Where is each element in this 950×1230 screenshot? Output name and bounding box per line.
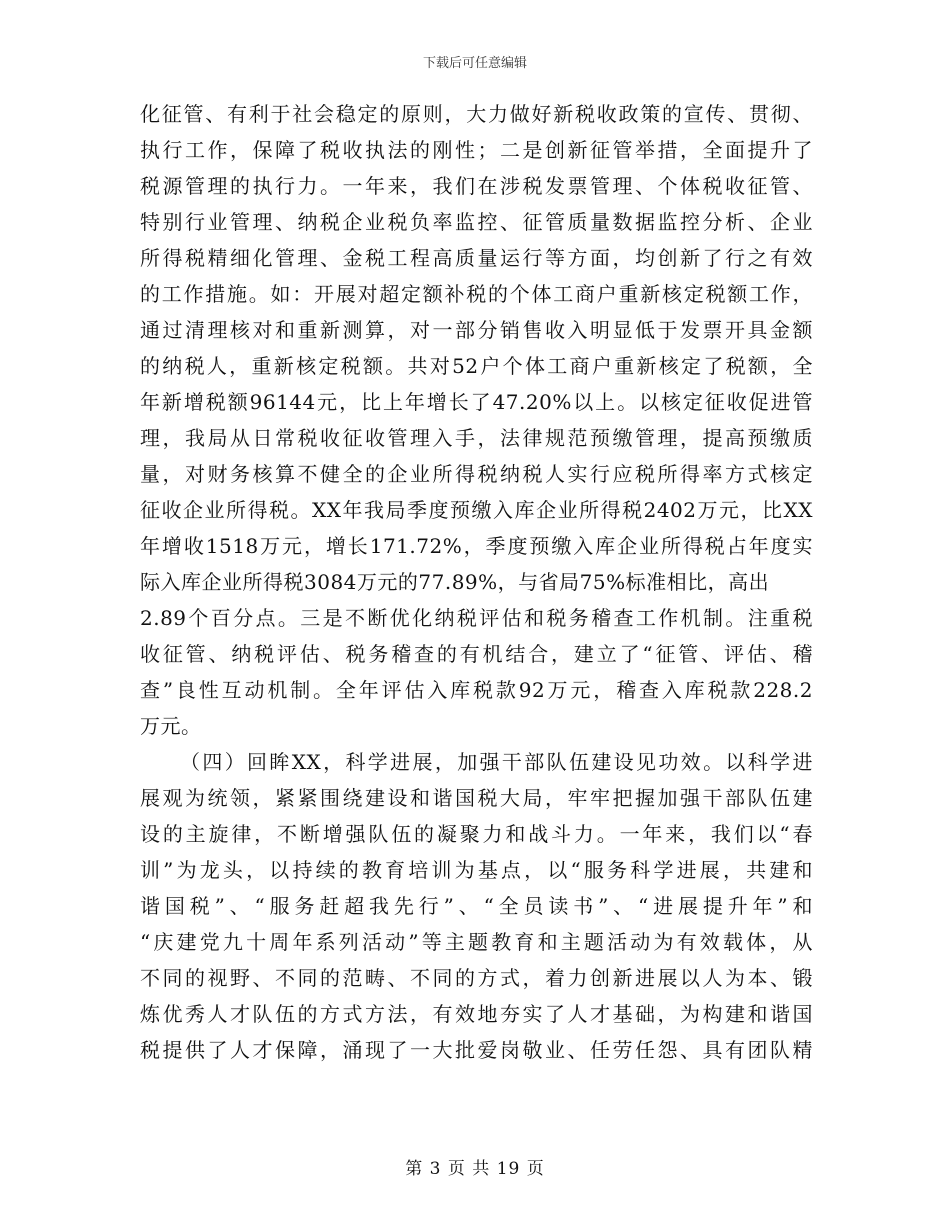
- text-line: 量，对财务核算不健全的企业所得税纳税人实行应税所得率方式核定: [140, 462, 813, 486]
- text-line: 际入库企业所得税3084万元的77.89%，与省局75%标准相比，高出: [140, 570, 770, 594]
- text-line: 年增收1518万元，增长171.72%，季度预缴入库企业所得税占年度实: [140, 534, 813, 558]
- text-line: 万元。: [140, 714, 202, 738]
- text-line: （四）回眸XX，科学进展，加强干部队伍建设见功效。以科学进: [180, 750, 813, 774]
- text-line: 征收企业所得税。XX年我局季度预缴入库企业所得税2402万元，比XX: [140, 498, 813, 522]
- text-line: 设的主旋律，不断增强队伍的凝聚力和战斗力。一年来，我们以“春: [140, 822, 813, 846]
- page-header: 下载后可任意编辑: [422, 56, 527, 71]
- text-line: 特别行业管理、纳税企业税负率监控、征管质量数据监控分析、企业: [140, 210, 813, 234]
- paragraph-2: [140, 744, 813, 1068]
- text-line: 理，我局从日常税收征收管理入手，法律规范预缴管理，提高预缴质: [140, 426, 813, 450]
- text-line: 收征管、纳税评估、税务稽查的有机结合，建立了“征管、评估、稽: [140, 642, 813, 666]
- text-line: 所得税精细化管理、金税工程高质量运行等方面，均创新了行之有效: [140, 246, 813, 270]
- text-line: 炼优秀人才队伍的方式方法，有效地夯实了人才基础，为构建和谐国: [140, 1002, 813, 1026]
- text-line: 的纳税人，重新核定税额。共对52户个体工商户重新核定了税额，全: [140, 354, 813, 378]
- text-line: 训”为龙头，以持续的教育培训为基点，以“服务科学进展，共建和: [140, 858, 813, 882]
- text-line: 税提供了人才保障，涌现了一大批爱岗敬业、任劳任怨、具有团队精: [140, 1038, 813, 1062]
- text-line: 税源管理的执行力。一年来，我们在涉税发票管理、个体税收征管、: [140, 174, 813, 198]
- text-line: 查”良性互动机制。全年评估入库税款92万元，稽查入库税款228.2: [140, 678, 813, 702]
- text-line: “庆建党九十周年系列活动”等主题教育和主题活动为有效载体，从: [140, 930, 813, 954]
- paragraph-1: [140, 96, 813, 744]
- text-line: 年新增税额96144元，比上年增长了47.20%以上。以核定征收促进管: [140, 390, 813, 414]
- text-line: 谐国税”、“服务赶超我先行”、“全员读书”、“进展提升年”和: [140, 894, 813, 918]
- text-line: 执行工作，保障了税收执法的刚性；二是创新征管举措，全面提升了: [140, 138, 813, 162]
- text-line: 展观为统领，紧紧围绕建设和谐国税大局，牢牢把握加强干部队伍建: [140, 786, 813, 810]
- text-line: 通过清理核对和重新测算，对一部分销售收入明显低于发票开具金额: [140, 318, 813, 342]
- page-number: 第 3 页 共 19 页: [405, 1159, 545, 1179]
- text-line: 2.89个百分点。三是不断优化纳税评估和税务稽查工作机制。注重税: [140, 606, 813, 630]
- text-line: 化征管、有利于社会稳定的原则，大力做好新税收政策的宣传、贯彻、: [140, 102, 813, 126]
- text-line: 不同的视野、不同的范畴、不同的方式，着力创新进展以人为本、锻: [140, 966, 813, 990]
- text-line: 的工作措施。如：开展对超定额补税的个体工商户重新核定税额工作，: [140, 282, 813, 306]
- document-body: [140, 96, 813, 1068]
